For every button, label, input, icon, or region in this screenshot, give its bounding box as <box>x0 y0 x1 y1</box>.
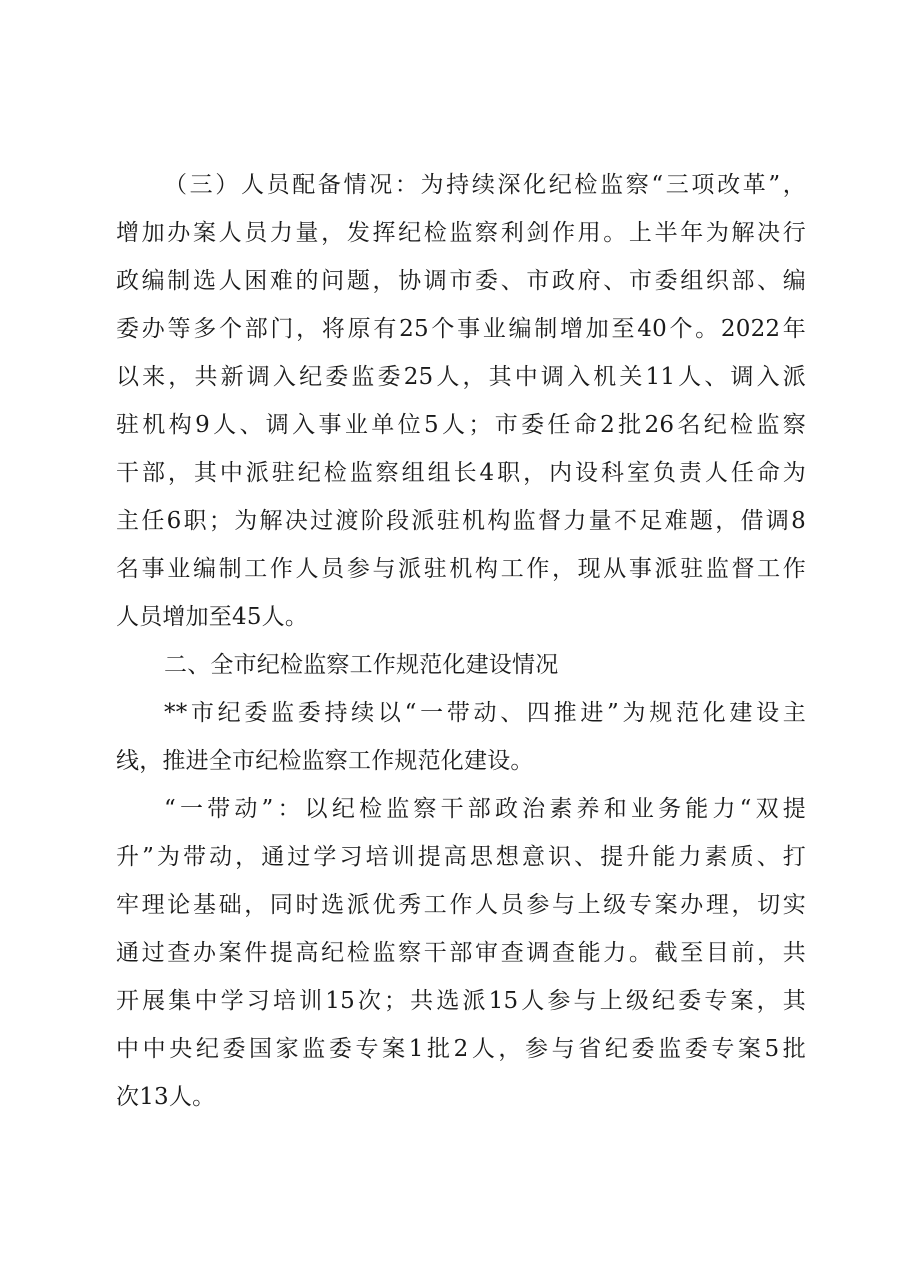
paragraph-line: 名事业编制工作人员参与派驻机构工作，现从事派驻监督工作 <box>116 556 806 582</box>
paragraph-line: 增加办案人员力量，发挥纪检监察利剑作用。上半年为解决行 <box>116 220 806 246</box>
paragraph-line: 主任6职；为解决过渡阶段派驻机构监督力量不足难题，借调8 <box>116 508 806 534</box>
paragraph-line: （三）人员配备情况：为持续深化纪检监察“三项改革”， <box>164 172 806 198</box>
paragraph-line: 通过查办案件提高纪检监察干部审查调查能力。截至目前，共 <box>116 940 806 966</box>
paragraph-line: 次13人。 <box>116 1084 216 1110</box>
paragraph-line: “一带动”：以纪检监察干部政治素养和业务能力“双提 <box>164 796 806 822</box>
paragraph-line: 开展集中学习培训15次；共选派15人参与上级纪委专案，其 <box>116 988 806 1014</box>
section-heading: 二、全市纪检监察工作规范化建设情况 <box>164 652 559 678</box>
paragraph-line: **市纪委监委持续以“一带动、四推进”为规范化建设主 <box>164 700 806 726</box>
paragraph-line: 线，推进全市纪检监察工作规范化建设。 <box>116 748 534 774</box>
paragraph-line: 牢理论基础，同时选派优秀工作人员参与上级专案办理，切实 <box>116 892 806 918</box>
paragraph-line: 中中央纪委国家监委专案1批2人，参与省纪委监委专案5批 <box>116 1036 806 1062</box>
paragraph-line: 升”为带动，通过学习培训提高思想意识、提升能力素质、打 <box>116 844 806 870</box>
paragraph-line: 干部，其中派驻纪检监察组组长4职，内设科室负责人任命为 <box>116 460 806 486</box>
paragraph-line: 委办等多个部门，将原有25个事业编制增加至40个。2022年 <box>116 316 806 342</box>
paragraph-line: 人员增加至45人。 <box>116 604 309 630</box>
paragraph-line: 驻机构9人、调入事业单位5人；市委任命2批26名纪检监察 <box>116 412 806 438</box>
paragraph-line: 政编制选人困难的问题，协调市委、市政府、市委组织部、编 <box>116 268 806 294</box>
paragraph-line: 以来，共新调入纪委监委25人，其中调入机关11人、调入派 <box>116 364 806 390</box>
